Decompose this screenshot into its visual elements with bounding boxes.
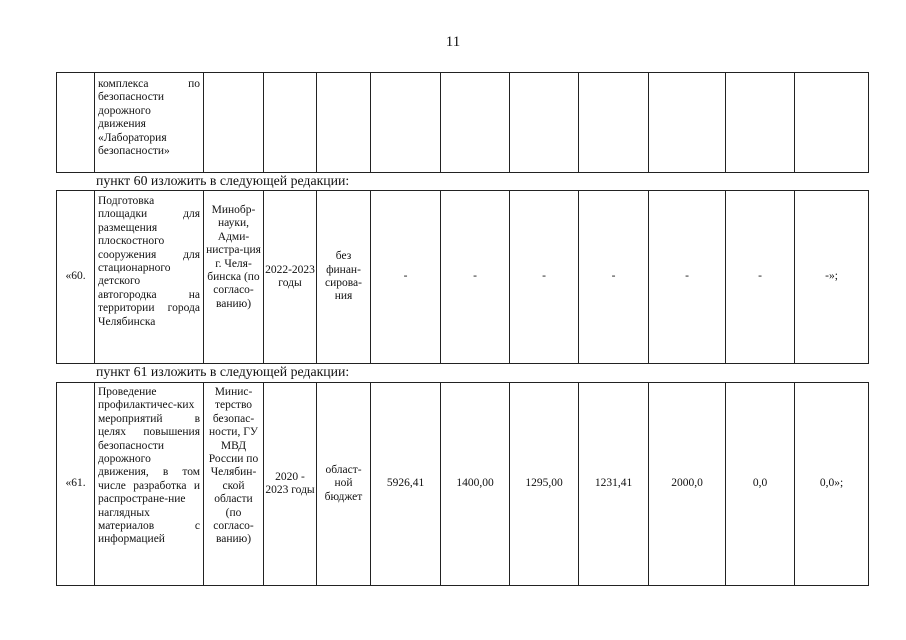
page-number: 11 bbox=[445, 34, 461, 50]
row-60-number: «60. bbox=[65, 270, 86, 283]
row-61-number: «61. bbox=[65, 477, 86, 490]
row-61-source: област-ной бюджет bbox=[324, 463, 363, 503]
row-61-executor: Минис-терство безопас-ности, ГУ МВД России по Челябин-ской области (по согласо-ванию) bbox=[208, 386, 259, 546]
row-61-value-5: 2000,0 bbox=[671, 477, 703, 490]
row-60-value-2: - bbox=[473, 270, 477, 283]
row-60-years: 2022-2023 годы bbox=[265, 263, 315, 289]
row-61-value-4: 1231,41 bbox=[594, 477, 633, 490]
row-60-value-5: - bbox=[685, 270, 689, 283]
row-61-value-3: 1295,00 bbox=[525, 477, 563, 490]
row-61-years: 2020 - 2023 годы bbox=[265, 470, 315, 496]
row-60-source: без финан-сирова-ния bbox=[325, 250, 362, 303]
instruction-60: пункт 60 изложить в следующей редакции: bbox=[96, 173, 350, 188]
row-61-name: Проведение профилактичес-ких мероприятий в целях повышения безопасности дорожного движения, в том числе разработка и распростране-ние наглядных материалов с информацией bbox=[98, 386, 200, 546]
row-60-executor: Минобр-науки, Адми-нистра-ция г. Челя-бинска (по согласо-ванию) bbox=[206, 204, 261, 310]
row-60-value-4: - bbox=[611, 270, 616, 283]
row-60-value-6: - bbox=[758, 270, 762, 283]
row-60-value-3: - bbox=[542, 270, 546, 283]
instruction-61: пункт 61 изложить в следующей редакции: bbox=[96, 364, 350, 379]
row-60-value-7: -»; bbox=[825, 270, 838, 283]
row-61-value-2: 1400,00 bbox=[456, 477, 494, 490]
row-61-value-7: 0,0»; bbox=[819, 477, 844, 490]
row-60-name: Подготовка площадки для размещения плоскостного сооружения для стационарного детского автогородка на территории города Челябинска bbox=[98, 195, 200, 328]
row-61-value-1: 5926,41 bbox=[386, 477, 425, 490]
continuation-name-cell: комплекса по безопасности дорожного движения «Лаборатория безопасности» bbox=[98, 78, 200, 158]
row-60-value-1: - bbox=[403, 270, 408, 283]
row-61-value-6: 0,0 bbox=[752, 477, 768, 490]
